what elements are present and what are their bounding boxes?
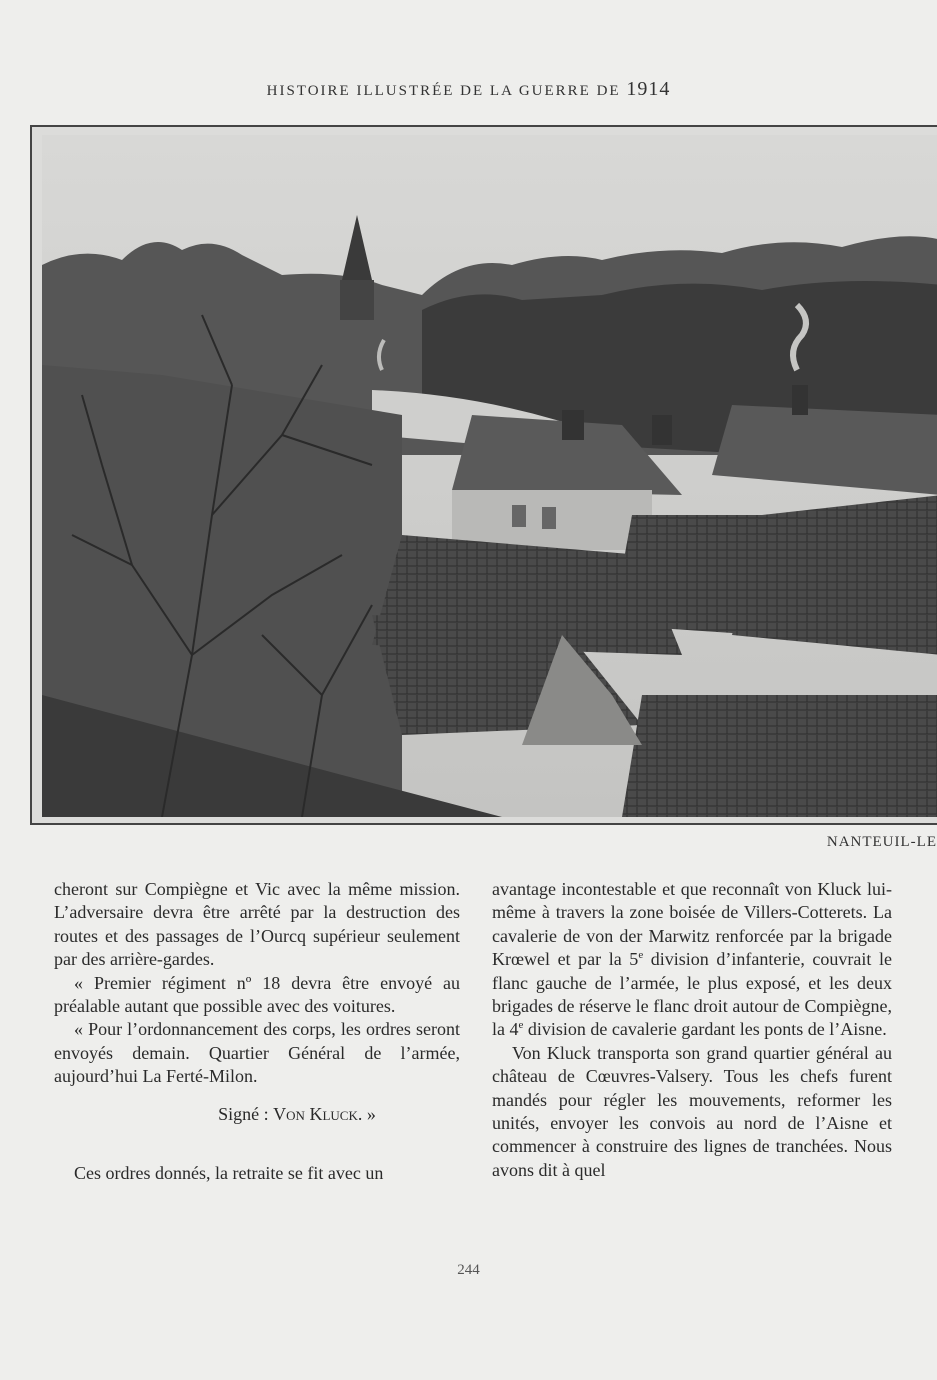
header-title: HISTOIRE ILLUSTRÉE DE LA GUERRE DE xyxy=(266,83,621,99)
left-paragraph-1: cheront sur Compiègne et Vic avec la même mission. L’adversaire devra être arrêté par la destruction des routes et des passages de l’Ourcq supérieur seulement par des arrière-gardes. xyxy=(54,879,460,970)
left-paragraph-4: Ces ordres donnés, la retraite se fit avec un xyxy=(74,1163,384,1184)
superscript-e: e xyxy=(638,949,644,962)
left-paragraph-2: « Premier régiment nº 18 devra être envoyé au préalable autant que possible avec des voitures. xyxy=(54,972,460,1017)
signature-suffix: . » xyxy=(357,1103,376,1124)
village-rooftops-photo xyxy=(42,135,937,817)
right-paragraph-1 xyxy=(492,878,892,1042)
right-paragraph-1-part-c: division de cavalerie gardant les ponts de l’Aisne. xyxy=(523,1019,887,1040)
signature-prefix: Signé : xyxy=(218,1103,274,1124)
right-column xyxy=(492,878,892,1182)
right-paragraph-1-part-b: division d’infanterie, couvrait le flanc gauche de l’armée, le plus exposé, et les deux brigades de réserve le flanc droit autour de Compiègne, la 4 xyxy=(492,949,892,1040)
signature-line xyxy=(54,1103,460,1126)
header-year: 1914 xyxy=(626,78,671,100)
superscript-e: e xyxy=(518,1019,524,1032)
left-column xyxy=(54,878,460,1185)
photo-caption: NANTEUIL-LE xyxy=(826,834,937,850)
page-number: 244 xyxy=(457,1262,480,1278)
photo-frame xyxy=(30,125,937,825)
right-paragraph-2: Von Kluck transporta son grand quartier général au château de Cœuvres-Valsery. Tous les chefs furent mandés pour régler les mouvements, reformer les unités, envoyer les convois au nord de l’Aisne et commencer à construire des lignes de tranchées. Nous avons dit à quel xyxy=(492,1042,892,1180)
signature-name: Von Kluck xyxy=(273,1103,358,1124)
right-paragraph-1-part-a: avantage incontestable et que reconnaît von Kluck lui-même à travers la zone boisée de Villers-Cotterets. La cavalerie de von der Marwitz renforcée par la brigade Krœwel et par la 5 xyxy=(492,879,892,970)
running-header xyxy=(0,78,937,101)
left-paragraph-3: « Pour l’ordonnancement des corps, les ordres seront envoyés demain. Quartier Général de l’armée, aujourd’hui La Ferté-Milon. xyxy=(54,1019,460,1087)
